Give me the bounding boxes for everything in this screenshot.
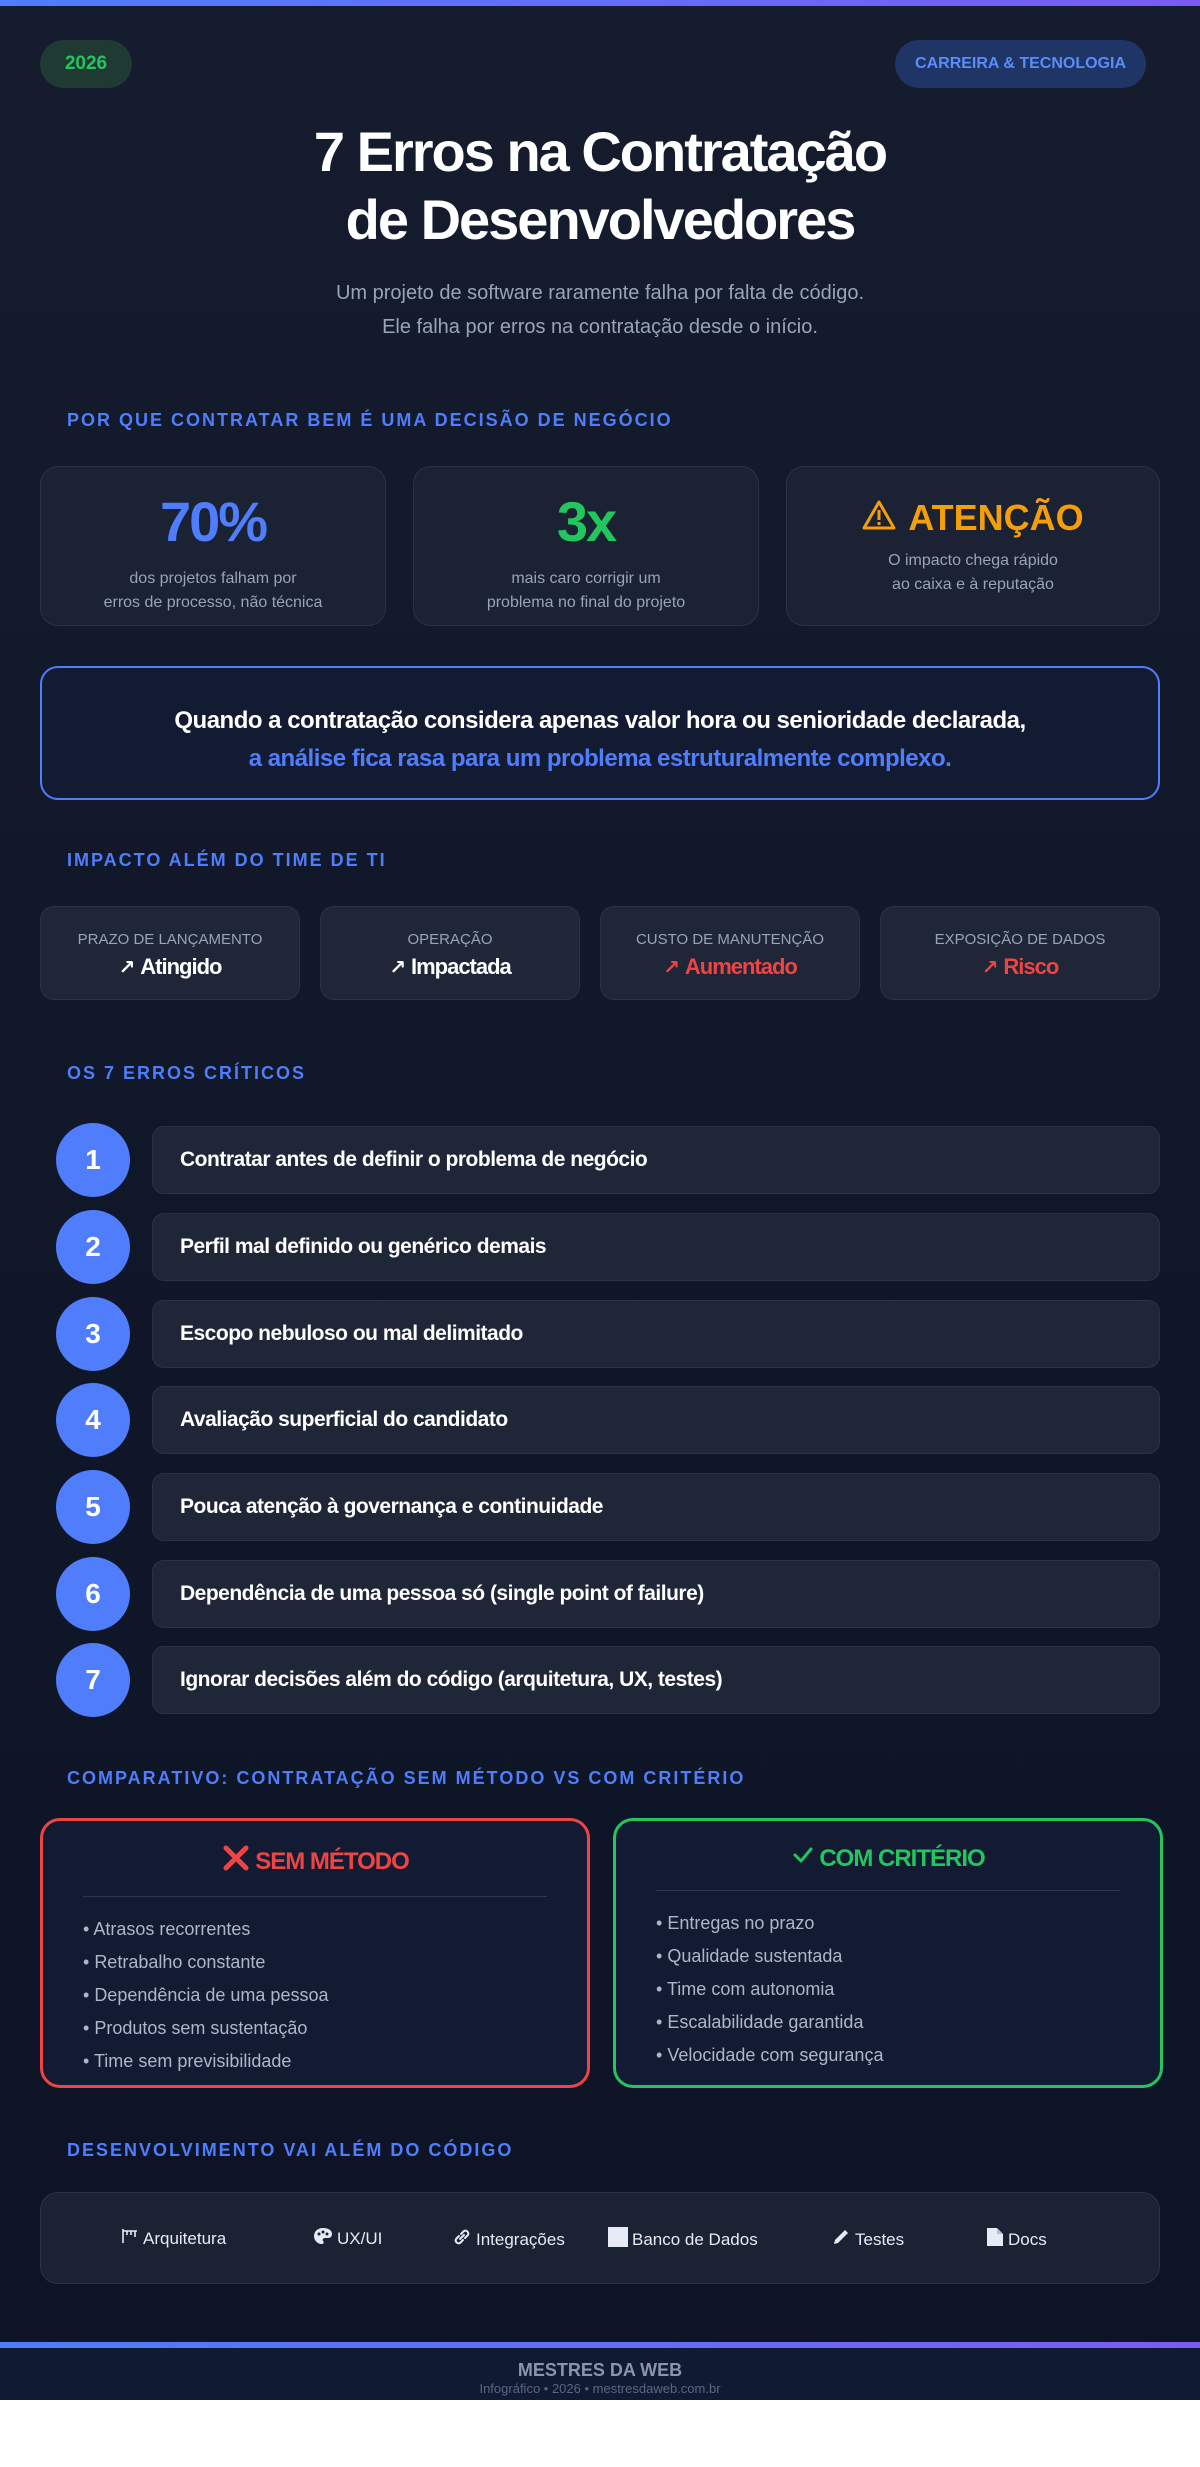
stat-value: 3x bbox=[556, 490, 616, 553]
list-item: • Velocidade com segurança bbox=[656, 2039, 1160, 2072]
impact-card-launch bbox=[40, 906, 300, 1000]
highlight-quote bbox=[40, 666, 1160, 800]
impact-label: PRAZO DE LANÇAMENTO bbox=[77, 931, 263, 948]
list-item: • Retrabalho constante bbox=[83, 1946, 587, 1979]
error-text: Perfil mal definido ou genérico demais bbox=[152, 1213, 1160, 1281]
footer-brand: MESTRES DA WEB bbox=[517, 2360, 683, 2380]
subtitle-line-1: Um projeto de software raramente falha por falta de código. bbox=[335, 282, 865, 304]
impact-label: CUSTO DE MANUTENÇÃO bbox=[635, 931, 825, 948]
year-badge: 2026 bbox=[40, 40, 132, 88]
comparison-without-method bbox=[40, 1818, 590, 2088]
list-item: • Time com autonomia bbox=[656, 1973, 1160, 2006]
discipline-label: Testes bbox=[855, 2229, 905, 2249]
title-line-2: de Desenvolvedores bbox=[345, 188, 855, 251]
impact-value bbox=[41, 954, 299, 980]
arrow-up-right-icon: ↗ bbox=[981, 956, 998, 979]
error-item bbox=[56, 1470, 1160, 1544]
stat-description: mais caro corrigir um problema no final do projeto bbox=[486, 570, 686, 611]
impact-value-text: Atingido bbox=[140, 954, 222, 979]
comparison-list bbox=[83, 1913, 587, 2078]
stat-value: ATENÇÃO bbox=[908, 497, 1084, 538]
comparison-title-text: COM CRITÉRIO bbox=[819, 1844, 985, 1872]
discipline-database bbox=[608, 2227, 758, 2252]
database-icon bbox=[608, 2227, 628, 2252]
checkmark-icon bbox=[791, 1843, 815, 1874]
stat-value: 70% bbox=[159, 490, 267, 553]
list-item: • Produtos sem sustentação bbox=[83, 2012, 587, 2045]
discipline-label: Arquitetura bbox=[143, 2228, 227, 2248]
section-heading-beyond-code: DESENVOLVIMENTO VAI ALÉM DO CÓDIGO bbox=[67, 2140, 514, 2160]
document-icon bbox=[986, 2227, 1004, 2252]
list-item: • Qualidade sustentada bbox=[656, 1940, 1160, 1973]
divider bbox=[83, 1896, 547, 1897]
impact-card-maintenance bbox=[600, 906, 860, 1000]
error-text: Dependência de uma pessoa só (single point of failure) bbox=[152, 1560, 1160, 1628]
stat-card-attention bbox=[786, 466, 1160, 626]
discipline-label: Integrações bbox=[476, 2229, 565, 2249]
warning-icon bbox=[862, 493, 896, 543]
discipline-label: UX/UI bbox=[337, 2228, 383, 2248]
error-item bbox=[56, 1557, 1160, 1631]
error-text: Ignorar decisões além do código (arquitetura, UX, testes) bbox=[152, 1646, 1160, 1714]
impact-card-data-exposure bbox=[880, 906, 1160, 1000]
subtitle-line-2: Ele falha por erros na contratação desde o início. bbox=[382, 316, 818, 338]
footer-subtitle: Infográfico • 2026 • mestresdaweb.com.br bbox=[479, 2381, 721, 2396]
title-line-1: 7 Erros na Contratação bbox=[313, 120, 887, 183]
section-heading-comparison: COMPARATIVO: CONTRATAÇÃO SEM MÉTODO VS COM CRITÉRIO bbox=[67, 1768, 746, 1788]
page-subtitle bbox=[0, 276, 1200, 344]
stat-card-cost bbox=[413, 466, 759, 626]
comparison-title-text: SEM MÉTODO bbox=[255, 1847, 409, 1875]
comparison-with-criteria bbox=[613, 1818, 1163, 2088]
error-item bbox=[56, 1643, 1160, 1717]
discipline-ux-ui bbox=[313, 2227, 382, 2250]
list-item: • Time sem previsibilidade bbox=[83, 2045, 587, 2078]
top-accent-bar bbox=[0, 0, 1200, 6]
error-number: 1 bbox=[56, 1123, 130, 1197]
error-number: 7 bbox=[56, 1643, 130, 1717]
quote-line-2: a análise fica rasa para um problema estruturalmente complexo. bbox=[248, 745, 952, 772]
impact-value-text: Risco bbox=[1003, 954, 1059, 979]
stat-description: O impacto chega rápido ao caixa e à reputação bbox=[888, 552, 1058, 593]
error-text: Contratar antes de definir o problema de negócio bbox=[152, 1126, 1160, 1194]
error-number: 6 bbox=[56, 1557, 130, 1631]
arrow-up-right-icon: ↗ bbox=[663, 956, 679, 979]
divider bbox=[656, 1890, 1120, 1891]
stat-warning-heading bbox=[787, 493, 1159, 543]
impact-label: EXPOSIÇÃO DE DADOS bbox=[934, 931, 1106, 948]
section-heading-impact: IMPACTO ALÉM DO TIME DE TI bbox=[67, 850, 387, 870]
architecture-icon bbox=[121, 2227, 139, 2250]
error-text: Avaliação superficial do candidato bbox=[152, 1386, 1160, 1454]
pencil-icon bbox=[831, 2227, 851, 2252]
cross-icon bbox=[221, 1843, 251, 1880]
error-number: 5 bbox=[56, 1470, 130, 1544]
comparison-title bbox=[616, 1843, 1160, 1874]
section-heading-errors: OS 7 ERROS CRÍTICOS bbox=[67, 1063, 307, 1083]
section-heading-why: POR QUE CONTRATAR BEM É UMA DECISÃO DE NEGÓCIO bbox=[67, 410, 673, 430]
palette-icon bbox=[313, 2227, 333, 2250]
error-item bbox=[56, 1123, 1160, 1197]
stat-card-failure-rate bbox=[40, 466, 386, 626]
quote-line-1: Quando a contratação considera apenas valor hora ou senioridade declarada, bbox=[174, 707, 1026, 734]
error-text: Escopo nebuloso ou mal delimitado bbox=[152, 1300, 1160, 1368]
error-text: Pouca atenção à governança e continuidade bbox=[152, 1473, 1160, 1541]
error-number: 2 bbox=[56, 1210, 130, 1284]
impact-value bbox=[601, 954, 859, 980]
error-number: 3 bbox=[56, 1297, 130, 1371]
disciplines-panel bbox=[40, 2192, 1160, 2284]
error-item bbox=[56, 1297, 1160, 1371]
impact-value bbox=[321, 954, 579, 980]
comparison-title bbox=[43, 1843, 587, 1880]
list-item: • Entregas no prazo bbox=[656, 1907, 1160, 1940]
list-item: • Escalabilidade garantida bbox=[656, 2006, 1160, 2039]
discipline-integrations bbox=[452, 2227, 565, 2252]
list-item: • Atrasos recorrentes bbox=[83, 1913, 587, 1946]
list-item: • Dependência de uma pessoa bbox=[83, 1979, 587, 2012]
discipline-docs bbox=[986, 2227, 1047, 2252]
impact-label: OPERAÇÃO bbox=[407, 931, 493, 948]
impact-value-text: Aumentado bbox=[684, 954, 797, 979]
link-icon bbox=[452, 2227, 472, 2252]
error-number: 4 bbox=[56, 1383, 130, 1457]
arrow-up-right-icon: ↗ bbox=[118, 956, 135, 979]
impact-card-operation bbox=[320, 906, 580, 1000]
page-title bbox=[0, 118, 1200, 254]
discipline-label: Docs bbox=[1008, 2229, 1047, 2249]
footer bbox=[0, 2348, 1200, 2400]
error-item bbox=[56, 1210, 1160, 1284]
impact-value-text: Impactada bbox=[410, 954, 511, 979]
category-badge: CARREIRA & TECNOLOGIA bbox=[895, 40, 1146, 88]
arrow-up-right-icon: ↗ bbox=[389, 956, 405, 979]
impact-value bbox=[881, 954, 1159, 980]
error-item bbox=[56, 1383, 1160, 1457]
discipline-tests bbox=[831, 2227, 904, 2252]
discipline-label: Banco de Dados bbox=[632, 2229, 758, 2249]
stat-description: dos projetos falham por erros de processo, não técnica bbox=[103, 570, 323, 611]
comparison-list bbox=[656, 1907, 1160, 2072]
discipline-architecture bbox=[121, 2227, 226, 2250]
